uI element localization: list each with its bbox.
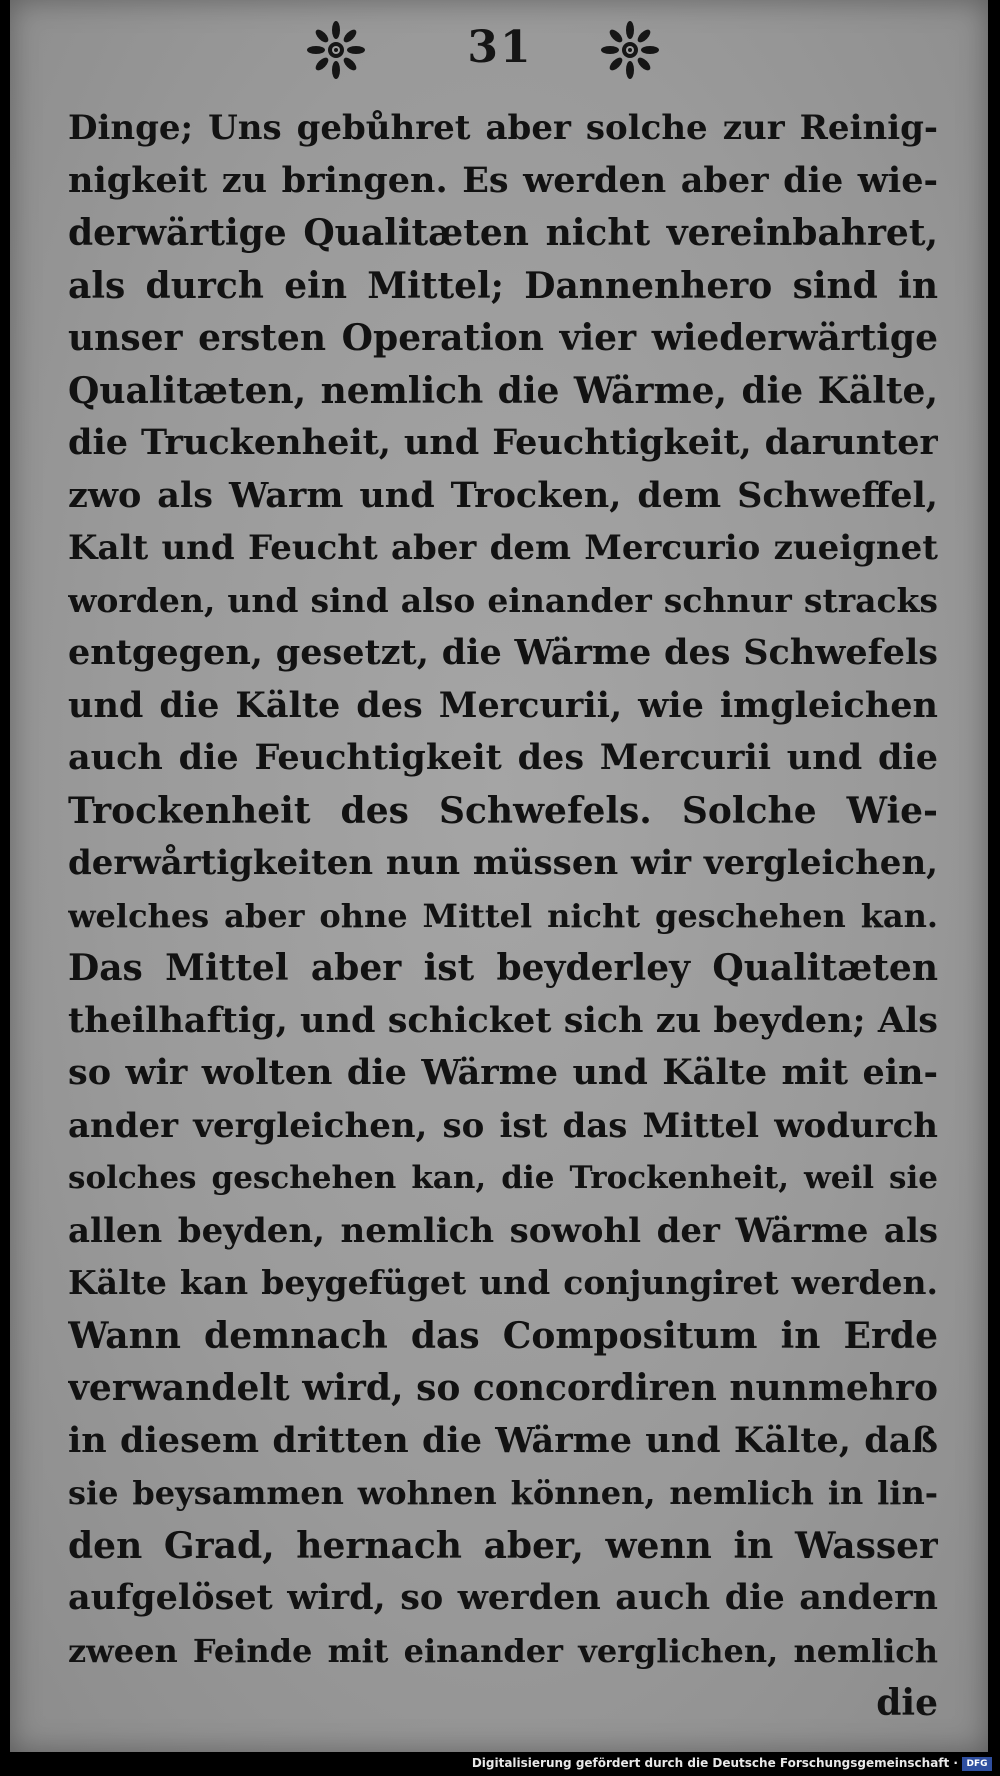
body-text	[68, 102, 938, 1730]
text-line: unser ersten Operation vier wiederwärtige	[68, 317, 938, 359]
text-line: derwärtige Qualitæten nicht vereinbahret,	[68, 212, 938, 254]
text-line: zwo als Warm und Trocken, dem Schweffel,	[68, 474, 938, 516]
text-line: als durch ein Mittel; Dannenhero sind in	[68, 264, 938, 307]
text-line: theilhaftig, und schicket sich zu beyden; Als	[68, 999, 938, 1041]
text-line: so wir wolten die Wärme und Kälte mit ein-	[68, 1052, 938, 1093]
funding-credit: Digitalisierung gefördert durch die Deutsche Forschungsgemeinschaft ·	[471, 1756, 958, 1770]
text-line: zween Feinde mit einander verglichen, nemlich	[68, 1631, 938, 1670]
dfg-logo: DFG	[962, 1757, 992, 1771]
text-line: Kälte kan beygefüget und conjungiret werden.	[68, 1263, 938, 1302]
text-line: welches aber ohne Mittel nicht geschehen kan.	[68, 896, 938, 935]
text-line: derwårtigkeiten nun müssen wir vergleichen,	[68, 843, 938, 883]
text-line: worden, und sind also einander schnur stracks	[68, 580, 938, 620]
text-line: die Truckenheit, und Feuchtigkeit, darunter	[68, 422, 938, 463]
text-line: allen beyden, nemlich sowohl der Wärme als	[68, 1210, 938, 1251]
text-line: den Grad, hernach aber, wenn in Wasser	[68, 1524, 938, 1567]
page-number: 31	[467, 22, 533, 73]
text-line: entgegen, gesetzt, die Wärme des Schwefels	[68, 632, 938, 673]
text-line: sie beysammen wohnen können, nemlich in lin-	[68, 1474, 938, 1512]
text-line: solches geschehen kan, die Trockenheit, weil sie	[68, 1160, 938, 1196]
text-line: ander vergleichen, so ist das Mittel wodurch	[68, 1105, 938, 1146]
text-line: Qualitæten, nemlich die Wärme, die Kälte,	[68, 369, 938, 412]
text-line: Trockenheit des Schwefels. Solche Wie-	[68, 789, 938, 832]
digitization-footer	[0, 1752, 1000, 1776]
text-line: aufgelöset wird, so werden auch die andern	[68, 1577, 938, 1618]
text-line: und die Kälte des Mercurii, wie imgleichen	[68, 684, 938, 726]
text-line: Wann demnach das Compositum in Erde	[68, 1314, 938, 1357]
text-line: nigkeit zu bringen. Es werden aber die wie-	[68, 159, 938, 201]
text-line: Dinge; Uns gebůhret aber solche zur Reinig-	[68, 108, 938, 148]
text-line: auch die Feuchtigkeit des Mercurii und die	[68, 737, 938, 778]
text-line: Das Mittel aber ist beyderley Qualitæten	[68, 947, 938, 989]
text-line: verwandelt wird, so concordiren nunmehro	[68, 1367, 938, 1409]
page-header	[0, 14, 1000, 86]
text-line: Kalt und Feucht aber dem Mercurio zueignet	[68, 528, 938, 568]
text-line: in diesem dritten die Wärme und Kälte, daß	[68, 1419, 938, 1461]
floral-ornament-icon	[600, 20, 660, 80]
catchword: die	[876, 1682, 938, 1724]
